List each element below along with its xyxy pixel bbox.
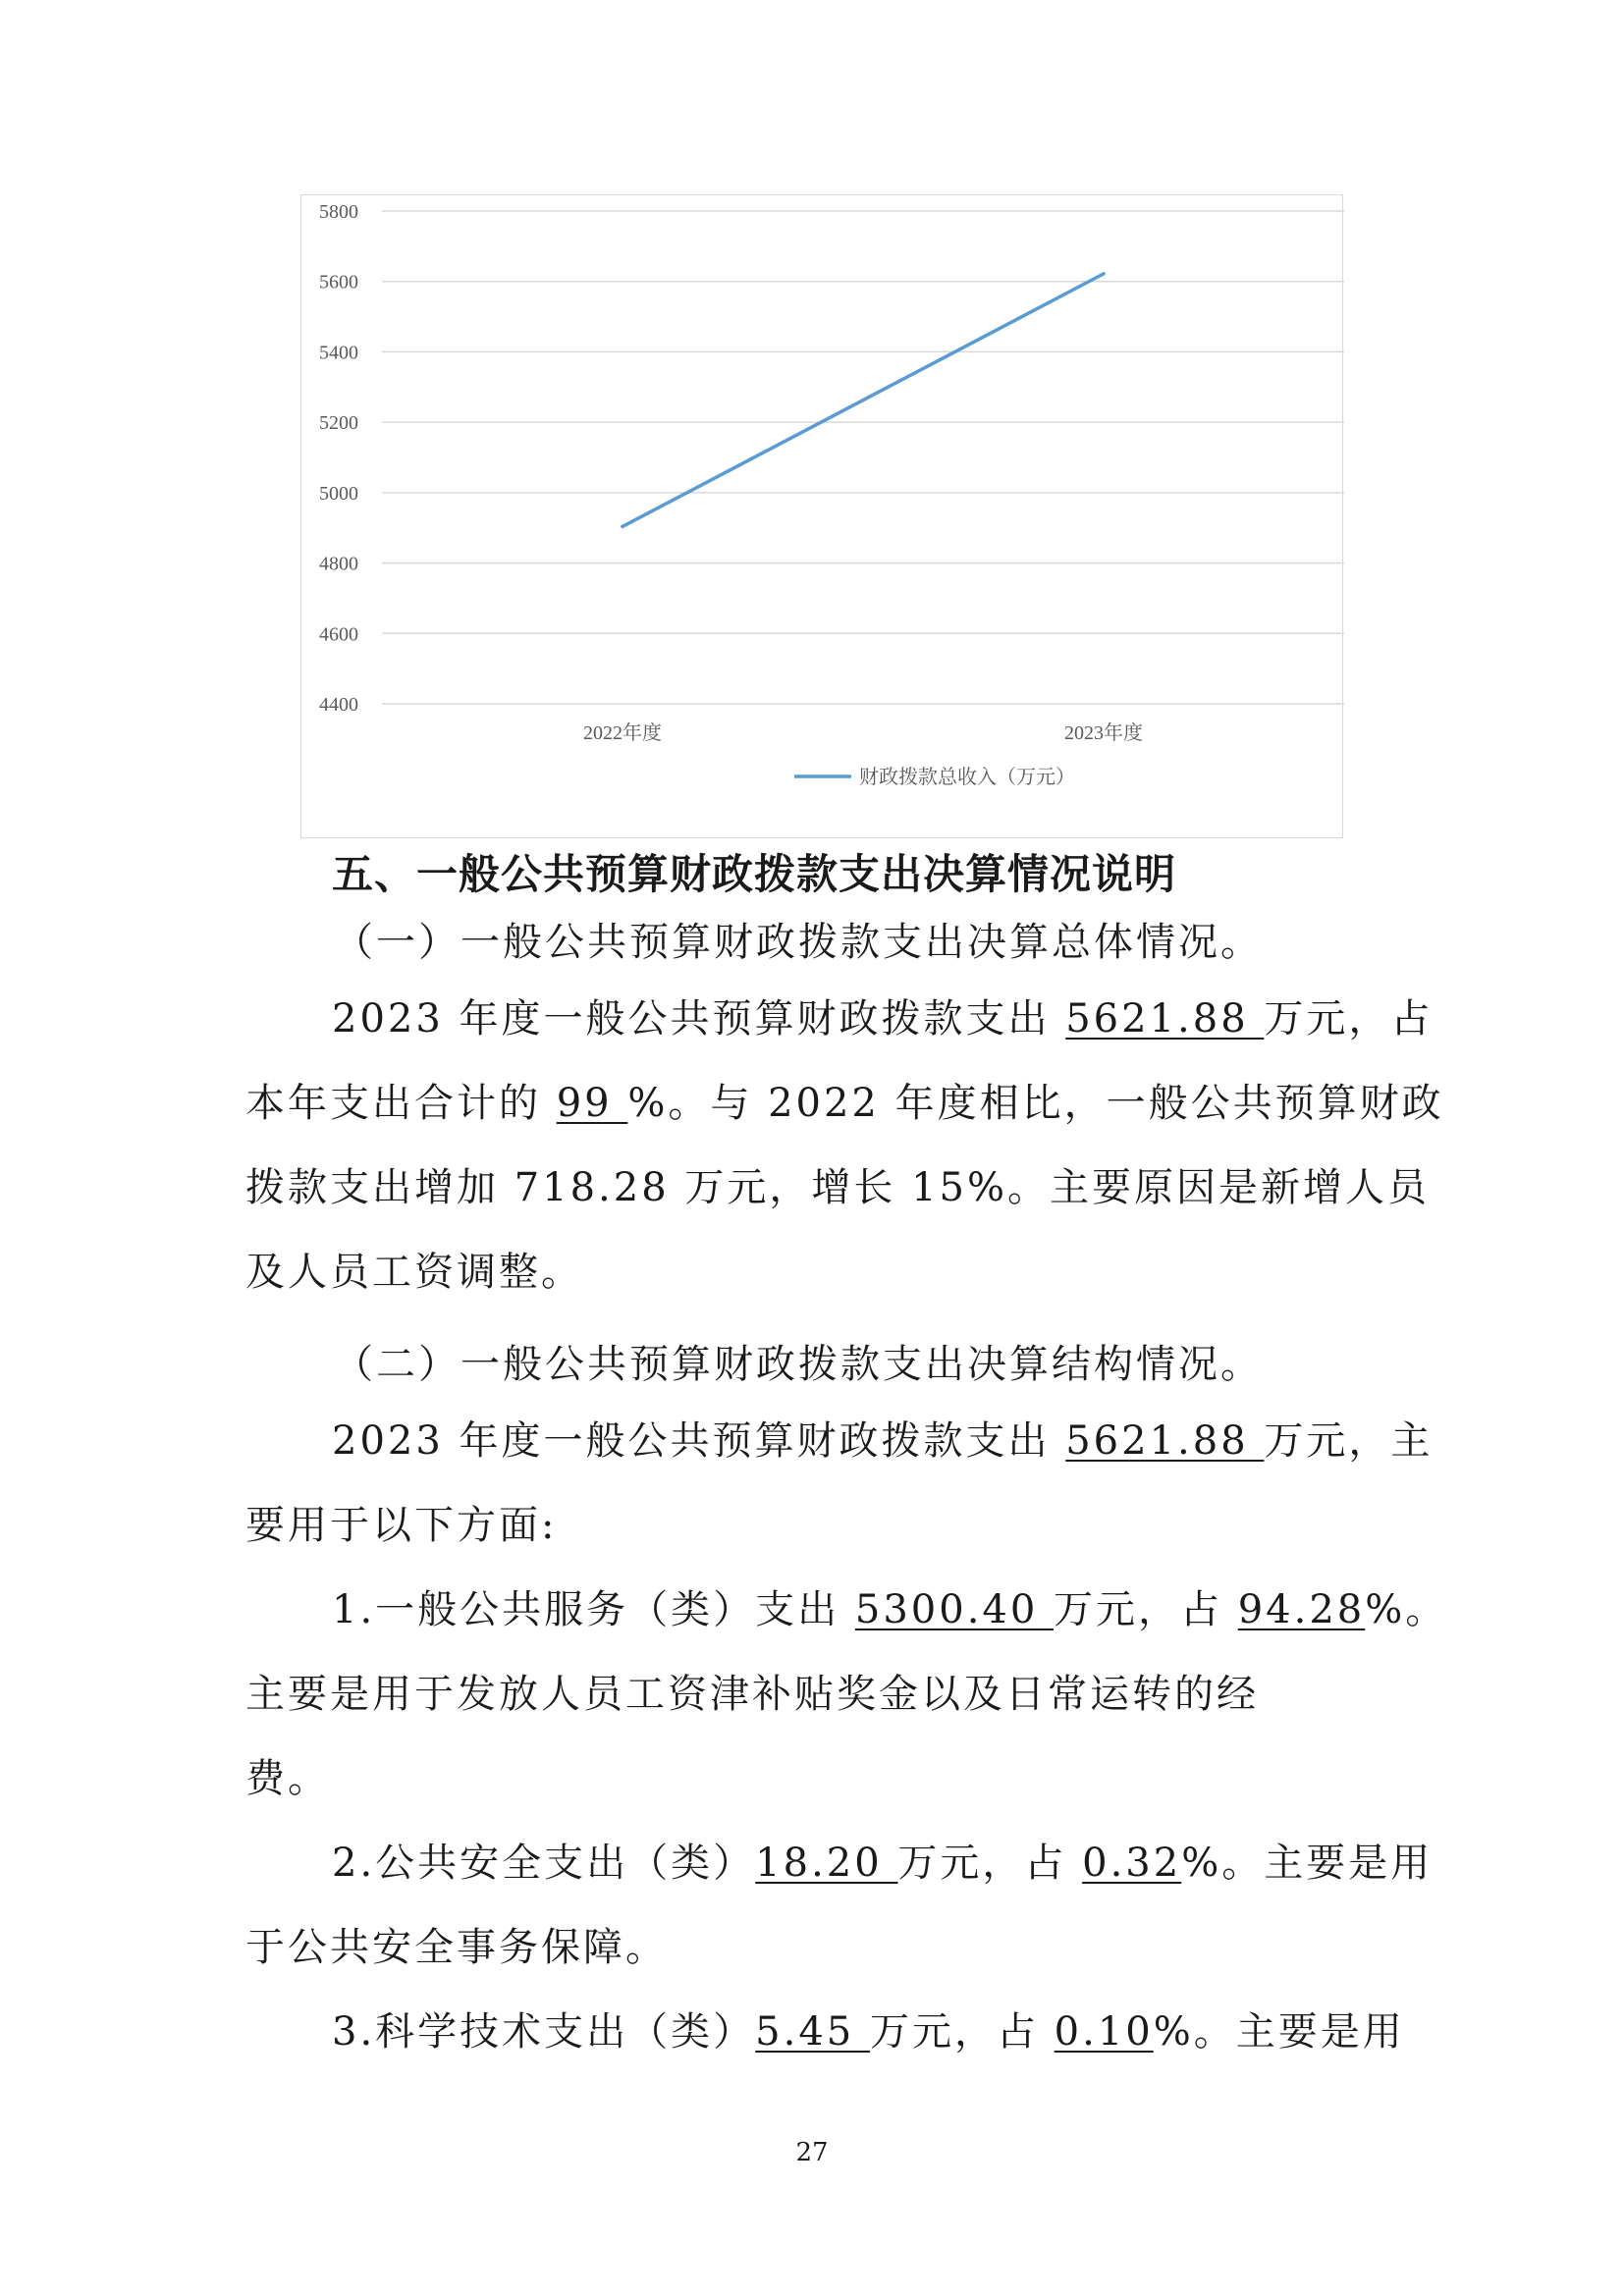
item-2-amount: 18.20	[755, 1841, 898, 1886]
paragraph-1-line-1: 2023 年度一般公共预算财政拨款支出 5621.88 万元，占	[332, 996, 1434, 1041]
y-tick-label: 4800	[319, 553, 358, 575]
item-1-pct: 94.28	[1237, 1587, 1366, 1632]
expense-share-pct: 99	[556, 1081, 628, 1126]
total-expense-amount: 5621.88	[1065, 996, 1265, 1041]
y-tick-label: 5200	[319, 412, 358, 435]
paragraph-1-line-3: 拨款支出增加 718.28 万元，增长 15%。主要原因是新增人员	[245, 1165, 1431, 1210]
y-tick-label: 5800	[319, 201, 358, 223]
section-title: 五、一般公共预算财政拨款支出决算情况说明	[332, 850, 1177, 898]
y-tick-label: 4400	[319, 694, 358, 716]
legend-label: 财政拨款总收入（万元）	[859, 767, 1075, 788]
item-2-line-1: 2.公共安全支出（类）18.20 万元，占 0.32%。主要是用	[332, 1841, 1434, 1886]
paragraph-1-line-2: 本年支出合计的 99 %。与 2022 年度相比，一般公共预算财政	[245, 1081, 1444, 1126]
item-3-amount: 5.45	[755, 2009, 870, 2055]
chart-canvas	[301, 195, 1344, 839]
page-number: 27	[795, 2138, 829, 2167]
item-1-line-3: 费。	[245, 1756, 330, 1801]
subsection-title-2: （二）一般公共预算财政拨款支出决算结构情况。	[334, 1342, 1263, 1387]
item-1-line-1: 1.一般公共服务（类）支出 5300.40 万元，占 94.28%。	[332, 1587, 1448, 1632]
item-1-amount: 5300.40	[854, 1587, 1055, 1632]
x-tick-label: 2022年度	[583, 722, 662, 744]
data-point	[621, 525, 624, 529]
x-tick-label: 2023年度	[1064, 722, 1143, 744]
paragraph-2-line-2: 要用于以下方面:	[245, 1503, 558, 1548]
paragraph-2-line-1: 2023 年度一般公共预算财政拨款支出 5621.88 万元，主	[332, 1418, 1434, 1464]
paragraph-1-line-4: 及人员工资调整。	[245, 1250, 583, 1295]
line-chart	[300, 194, 1343, 838]
item-3-line-1: 3.科学技术支出（类）5.45 万元，占 0.10%。主要是用	[332, 2009, 1405, 2055]
item-3-pct: 0.10	[1054, 2009, 1154, 2055]
item-2-pct: 0.32	[1082, 1841, 1182, 1886]
item-1-line-2: 主要是用于发放人员工资津补贴奖金以及日常运转的经	[245, 1672, 1259, 1717]
y-tick-label: 4600	[319, 623, 358, 646]
y-tick-label: 5400	[319, 342, 358, 364]
y-tick-label: 5600	[319, 271, 358, 294]
series-line	[623, 274, 1104, 527]
structure-expense-amount: 5621.88	[1065, 1418, 1265, 1464]
subsection-title-1: （一）一般公共预算财政拨款支出决算总体情况。	[334, 920, 1263, 965]
y-tick-label: 5000	[319, 482, 358, 505]
data-point	[1102, 272, 1106, 276]
item-2-line-2: 于公共安全事务保障。	[245, 1925, 668, 1970]
